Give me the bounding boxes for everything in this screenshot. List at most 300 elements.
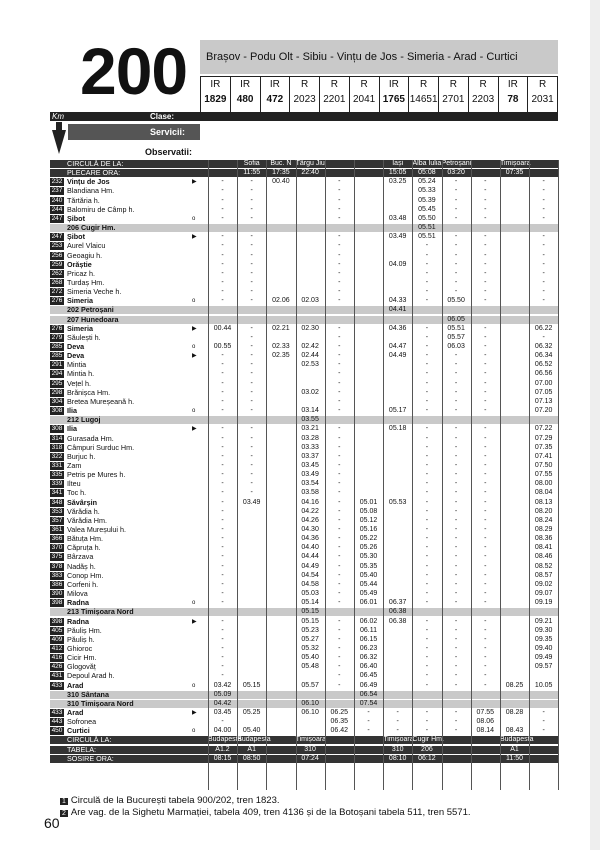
- station-name: Bretea Mureșeană h.: [67, 397, 135, 406]
- time-cell: -: [338, 434, 341, 442]
- time-cell: -: [250, 333, 253, 341]
- time-cell: -: [250, 178, 253, 186]
- time-cell: -: [454, 260, 458, 268]
- station-row: [50, 590, 558, 598]
- time-cell: -: [250, 205, 253, 213]
- time-cell: -: [484, 269, 487, 277]
- km-value: 398: [51, 617, 63, 625]
- time-cell: 05.33: [418, 187, 436, 195]
- time-cell: 02.33: [272, 343, 290, 350]
- station-row: [50, 297, 558, 305]
- timetable-grid: [50, 160, 558, 792]
- time-cell: -: [338, 233, 341, 241]
- time-cell: 06.54: [359, 690, 378, 698]
- time-cell: 04.09: [388, 260, 407, 268]
- time-cell: -: [250, 489, 253, 497]
- km-value: 322: [51, 452, 63, 460]
- station-name: Arad: [67, 681, 84, 690]
- time-cell: 07.00: [534, 379, 553, 387]
- column-divider: [412, 160, 413, 790]
- clase-label: Clase:: [150, 112, 175, 121]
- time-cell: -: [250, 370, 253, 378]
- time-cell: 05.51: [418, 233, 436, 241]
- time-cell: -: [542, 242, 545, 250]
- station-row: [50, 279, 558, 287]
- time-cell: -: [338, 516, 341, 524]
- time-cell: -: [250, 260, 253, 268]
- time-cell: 15:05: [388, 169, 407, 177]
- time-cell: -: [338, 452, 341, 460]
- time-cell: -: [250, 343, 253, 350]
- time-cell: -: [484, 590, 487, 598]
- station-row: [50, 535, 558, 543]
- column-divider: [529, 160, 530, 790]
- time-cell: -: [454, 571, 458, 579]
- time-cell: Timișoara: [383, 736, 414, 744]
- station-row: [50, 270, 558, 278]
- train-type: R: [420, 79, 428, 90]
- time-cell: 07:24: [301, 754, 319, 762]
- time-cell: 02.42: [301, 343, 319, 350]
- time-cell: -: [454, 370, 458, 378]
- time-cell: -: [484, 489, 487, 497]
- time-cell: -: [484, 654, 487, 662]
- time-cell: 00.44: [213, 324, 232, 332]
- time-cell: -: [221, 654, 224, 662]
- time-cell: 03.21: [301, 425, 319, 433]
- time-cell: -: [484, 480, 487, 488]
- time-cell: 09.21: [534, 617, 553, 625]
- time-cell: -: [425, 471, 429, 479]
- station-row: [50, 499, 558, 507]
- time-cell: 07.20: [534, 407, 553, 415]
- time-cell: -: [484, 343, 487, 350]
- time-cell: 06.03: [447, 343, 465, 350]
- time-cell: -: [454, 397, 458, 405]
- train-type: R: [330, 79, 338, 90]
- km-value: 314: [51, 434, 63, 442]
- station-row: [50, 197, 558, 205]
- time-cell: 07.29: [534, 434, 553, 442]
- arrival-departure-marker: o: [192, 298, 196, 305]
- time-cell: 02.06: [272, 297, 290, 305]
- train-type: IR: [507, 79, 518, 90]
- time-cell: 02.30: [301, 324, 319, 332]
- time-cell: 06.22: [534, 324, 553, 332]
- train-number: 14651: [409, 94, 438, 105]
- time-cell: -: [425, 388, 429, 396]
- time-cell: 04.49: [301, 562, 319, 570]
- time-cell: -: [484, 553, 487, 561]
- station-row: [50, 252, 558, 260]
- time-cell: -: [454, 718, 458, 726]
- time-cell: -: [338, 544, 341, 552]
- km-value: 405: [51, 626, 63, 634]
- time-cell: -: [221, 553, 224, 561]
- time-cell: Alba Iulia: [412, 160, 442, 167]
- time-cell: 02.35: [272, 352, 290, 360]
- time-cell: Cugir Hm.: [412, 736, 444, 744]
- time-cell: -: [454, 205, 458, 213]
- time-cell: -: [484, 461, 487, 469]
- time-cell: -: [221, 407, 224, 415]
- time-cell: -: [338, 333, 341, 341]
- station-row: [50, 581, 558, 589]
- train-number: 2041: [353, 94, 376, 105]
- time-cell: -: [454, 178, 458, 186]
- time-cell: -: [221, 461, 224, 469]
- time-cell: -: [425, 718, 429, 726]
- station-name: Zam: [67, 461, 82, 470]
- time-cell: -: [338, 526, 341, 533]
- footnote-1-text: Circulă de la București tabela 900/202, tren 1823.: [70, 795, 280, 806]
- time-cell: -: [425, 443, 429, 451]
- station-row: [50, 435, 558, 443]
- time-cell: -: [425, 242, 429, 250]
- train-column-header: [289, 77, 319, 115]
- column-divider: [237, 160, 238, 790]
- time-cell: -: [221, 718, 224, 726]
- time-cell: -: [250, 461, 253, 469]
- time-cell: 03.14: [301, 407, 319, 415]
- time-cell: 08.46: [534, 553, 553, 561]
- time-cell: -: [484, 288, 487, 296]
- train-column-header: [349, 77, 379, 115]
- time-cell: -: [542, 251, 545, 259]
- time-cell: 06.05: [447, 315, 465, 323]
- time-cell: 08.36: [534, 535, 553, 543]
- time-cell: -: [484, 196, 487, 204]
- station-name: Mintia: [67, 361, 87, 370]
- time-cell: 03.02: [301, 388, 319, 396]
- time-cell: -: [425, 297, 429, 305]
- time-cell: 06.45: [359, 672, 378, 680]
- time-cell: -: [338, 205, 341, 213]
- station-name: Șibot: [67, 214, 85, 223]
- time-cell: -: [454, 443, 458, 451]
- km-value: 262: [51, 269, 63, 277]
- km-value: 361: [51, 526, 63, 533]
- time-cell: -: [221, 397, 224, 405]
- page-number: 60: [44, 815, 60, 831]
- time-cell: -: [221, 233, 224, 241]
- time-cell: -: [542, 260, 545, 268]
- km-value: 431: [51, 672, 63, 680]
- time-cell: 05.25: [242, 709, 261, 716]
- time-cell: 03.54: [301, 480, 319, 488]
- km-value: 247: [51, 233, 63, 241]
- time-cell: 06.32: [359, 654, 378, 662]
- time-cell: 03.42: [213, 681, 232, 689]
- train-type: R: [539, 79, 547, 90]
- time-cell: -: [425, 526, 429, 533]
- km-value: 390: [51, 590, 63, 598]
- time-cell: Târgu Jiu: [295, 160, 325, 167]
- time-cell: 05.01: [359, 498, 378, 506]
- station-name: Cicir Hm.: [67, 654, 97, 663]
- time-cell: 00.40: [272, 178, 290, 186]
- time-cell: -: [221, 480, 224, 488]
- station-name: Arad: [67, 709, 84, 717]
- station-name: Blandiana Hm.: [67, 187, 115, 196]
- station-name: Deva: [67, 343, 85, 351]
- time-cell: -: [250, 269, 253, 277]
- time-cell: -: [338, 507, 341, 515]
- time-cell: -: [454, 644, 458, 652]
- time-cell: -: [484, 379, 487, 387]
- time-cell: 07:35: [505, 169, 524, 177]
- time-cell: 04.44: [301, 553, 319, 561]
- time-cell: -: [425, 370, 429, 378]
- time-cell: 07.50: [534, 461, 553, 469]
- timetable-section-row: [50, 736, 558, 744]
- time-cell: -: [425, 489, 429, 497]
- station-name: 202 Petroșani: [67, 306, 114, 315]
- time-cell: -: [454, 617, 458, 625]
- time-cell: 07.05: [534, 388, 553, 396]
- train-type: R: [449, 79, 457, 90]
- footnote-mark-1: 1: [62, 798, 66, 805]
- time-cell: -: [454, 507, 458, 515]
- time-cell: 05.15: [301, 617, 319, 625]
- time-cell: -: [425, 535, 429, 543]
- time-cell: -: [484, 562, 487, 570]
- time-cell: -: [484, 443, 487, 451]
- time-cell: -: [250, 297, 253, 305]
- station-row: [50, 517, 558, 525]
- time-cell: 08.04: [534, 489, 553, 497]
- time-cell: -: [221, 379, 224, 387]
- time-cell: -: [454, 434, 458, 442]
- train-number: 472: [266, 94, 284, 105]
- time-cell: -: [454, 242, 458, 250]
- arrival-departure-marker: o: [192, 408, 196, 415]
- time-cell: -: [338, 535, 341, 543]
- time-cell: 310: [304, 745, 316, 753]
- time-cell: -: [221, 571, 224, 579]
- time-cell: -: [221, 443, 224, 451]
- time-cell: -: [484, 352, 487, 360]
- station-row: [50, 444, 558, 452]
- station-row: [50, 178, 558, 186]
- time-cell: -: [425, 278, 429, 286]
- station-row: [50, 233, 558, 241]
- time-cell: -: [454, 278, 458, 286]
- km-value: 433: [51, 681, 63, 689]
- time-cell: -: [221, 260, 224, 268]
- time-cell: 03.45: [213, 709, 232, 716]
- time-cell: -: [425, 333, 429, 341]
- time-cell: 09.19: [534, 599, 553, 607]
- time-cell: -: [221, 626, 224, 634]
- time-cell: 08.25: [505, 681, 524, 689]
- time-cell: -: [454, 288, 458, 296]
- train-type: IR: [388, 79, 399, 90]
- time-cell: A1.2: [215, 745, 230, 753]
- time-cell: 03.58: [301, 489, 319, 497]
- time-cell: 09.30: [534, 626, 553, 634]
- station-row: [50, 489, 558, 497]
- station-row: [50, 361, 558, 369]
- km-header-bar: [50, 112, 200, 121]
- time-cell: 06.32: [534, 343, 553, 350]
- time-cell: -: [221, 425, 224, 433]
- time-cell: -: [338, 324, 341, 332]
- time-cell: -: [542, 278, 545, 286]
- time-cell: 04.36: [388, 324, 407, 332]
- time-cell: -: [484, 681, 487, 689]
- time-cell: -: [425, 269, 429, 277]
- km-value: 285: [51, 343, 63, 350]
- station-row: [50, 206, 558, 214]
- time-cell: 05.15: [242, 681, 261, 689]
- time-cell: 06.40: [359, 663, 378, 671]
- time-cell: -: [484, 672, 487, 680]
- km-value: 285: [51, 352, 63, 360]
- time-cell: 02.44: [301, 352, 319, 360]
- time-cell: -: [250, 242, 253, 250]
- time-cell: 17:35: [272, 169, 290, 177]
- station-row: [50, 389, 558, 397]
- time-cell: -: [221, 562, 224, 570]
- time-cell: 05.40: [359, 571, 378, 579]
- km-value: 357: [51, 516, 63, 524]
- station-row: [50, 352, 558, 360]
- time-cell: 02.21: [272, 324, 290, 332]
- class-bar: [200, 112, 558, 121]
- footnote-2: [60, 807, 471, 818]
- time-cell: 206: [421, 745, 433, 753]
- arrival-departure-marker: ▶: [192, 179, 197, 186]
- station-name: 213 Timișoara Nord: [67, 608, 134, 617]
- time-cell: 08:50: [242, 754, 261, 762]
- station-row: [50, 370, 558, 378]
- time-cell: 07.55: [476, 709, 495, 716]
- time-cell: 06.23: [359, 644, 378, 652]
- station-row: [50, 343, 558, 351]
- train-number: 1829: [204, 94, 227, 105]
- station-row: [50, 645, 558, 653]
- km-value: 244: [51, 205, 63, 213]
- time-cell: -: [484, 599, 487, 607]
- time-cell: -: [425, 590, 429, 598]
- station-row: [50, 636, 558, 644]
- time-cell: -: [425, 599, 429, 607]
- km-value: 247: [51, 214, 63, 222]
- time-cell: -: [338, 681, 341, 689]
- km-value: 366: [51, 535, 63, 543]
- time-cell: -: [484, 425, 487, 433]
- time-cell: -: [338, 626, 341, 634]
- time-cell: 04.42: [213, 699, 232, 707]
- station-name: Toc h.: [67, 489, 87, 498]
- train-type: IR: [210, 79, 221, 90]
- time-cell: -: [425, 498, 429, 506]
- time-cell: -: [221, 498, 224, 506]
- time-cell: 04.00: [213, 727, 232, 735]
- station-name: Glogovăț: [67, 663, 96, 672]
- time-cell: -: [221, 452, 224, 460]
- station-name: Burjuc h.: [67, 452, 96, 461]
- time-cell: 03.45: [301, 461, 319, 469]
- station-row: [50, 288, 558, 296]
- time-cell: -: [484, 663, 487, 671]
- km-value: 272: [51, 288, 63, 296]
- timetable-section-row: [50, 755, 558, 763]
- km-value: 450: [51, 727, 63, 735]
- time-cell: 05.16: [359, 526, 378, 533]
- time-cell: 05.12: [359, 516, 378, 524]
- station-name: 207 Hunedoara: [67, 315, 119, 324]
- time-cell: -: [454, 471, 458, 479]
- time-cell: -: [250, 407, 253, 415]
- time-cell: -: [454, 269, 458, 277]
- station-row: [50, 727, 558, 735]
- station-row: [50, 334, 558, 342]
- time-cell: -: [484, 361, 487, 369]
- station-name: Deva: [67, 352, 85, 361]
- time-cell: 04.47: [388, 343, 407, 350]
- km-value: 291: [51, 361, 63, 369]
- train-column-header: [319, 77, 349, 115]
- time-cell: 08:10: [388, 754, 407, 762]
- column-divider: [325, 160, 326, 790]
- station-name: Radna: [67, 617, 89, 626]
- km-value: 279: [51, 333, 63, 341]
- time-cell: -: [221, 178, 224, 186]
- time-cell: 04.49: [388, 352, 407, 360]
- route-title: Brașov - Podu Olt - Sibiu - Vințu de Jos - Simeria - Arad - Curtici: [200, 40, 558, 74]
- time-cell: -: [221, 580, 224, 588]
- column-divider: [208, 160, 209, 790]
- time-cell: -: [542, 727, 545, 735]
- train-column-header: [468, 77, 498, 115]
- time-cell: -: [425, 288, 429, 296]
- time-cell: 08.00: [534, 480, 553, 488]
- time-cell: 08.06: [476, 718, 495, 726]
- time-cell: 00.55: [213, 343, 232, 350]
- time-cell: -: [338, 361, 341, 369]
- time-cell: -: [250, 471, 253, 479]
- time-cell: 06.02: [359, 617, 378, 625]
- time-cell: 06.49: [359, 681, 378, 689]
- station-name: Brănișca Hm.: [67, 388, 111, 397]
- time-cell: 05.18: [388, 425, 407, 433]
- station-name: Geoagiu h.: [67, 251, 103, 260]
- time-cell: -: [425, 654, 429, 662]
- footnote-mark-2: 2: [62, 810, 66, 817]
- station-name: SOSIRE ORA:: [67, 754, 114, 763]
- station-name: Nadăș h.: [67, 562, 96, 571]
- km-value: 398: [51, 599, 63, 607]
- station-name: Gurasada Hm.: [67, 434, 114, 443]
- km-value: 339: [51, 480, 63, 488]
- column-divider: [266, 160, 267, 790]
- time-cell: 08.24: [534, 516, 553, 524]
- station-name: Pricaz h.: [67, 269, 95, 278]
- station-name: Căpruța h.: [67, 544, 101, 553]
- station-name: 212 Lugoj: [67, 416, 101, 425]
- time-cell: -: [250, 288, 253, 296]
- station-row: [50, 627, 558, 635]
- train-number: 480: [236, 94, 254, 105]
- time-cell: 04.58: [301, 580, 319, 588]
- station-row: [50, 325, 558, 333]
- time-cell: -: [250, 278, 253, 286]
- time-cell: 02.03: [301, 297, 319, 305]
- train-column-header: [527, 77, 558, 115]
- time-cell: -: [338, 260, 341, 268]
